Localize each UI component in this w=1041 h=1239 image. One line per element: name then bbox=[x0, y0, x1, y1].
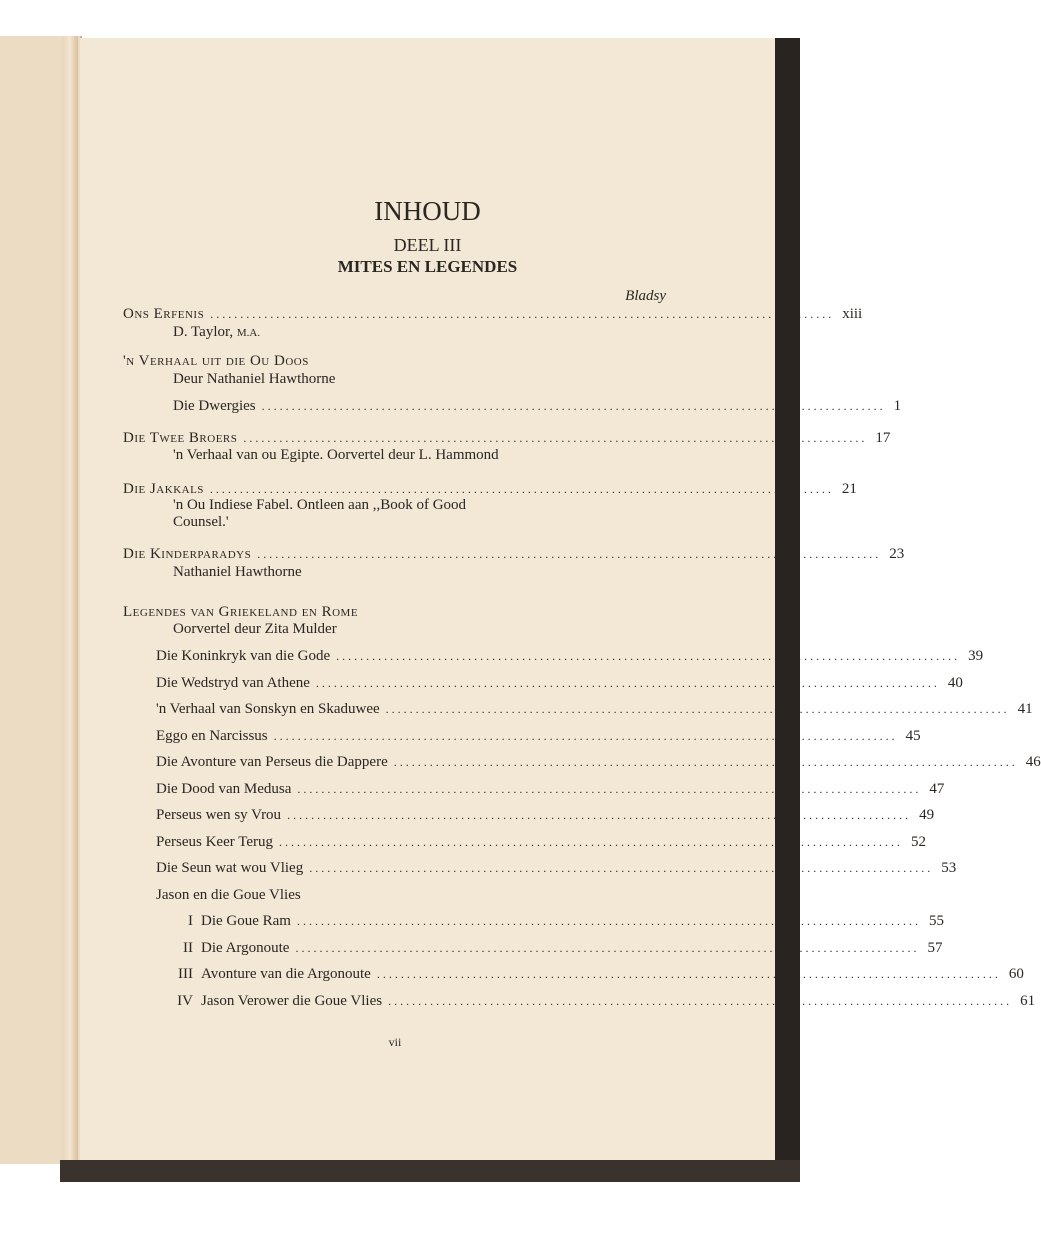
dot-leader: ........................................................................................................ bbox=[296, 914, 921, 928]
page-number: 17 bbox=[875, 430, 891, 446]
dot-leader: ........................................................................................................ bbox=[278, 834, 903, 849]
book-spine bbox=[62, 36, 78, 1164]
page-number: 21 bbox=[841, 481, 857, 497]
dot-leader: ........................................................................................................ bbox=[393, 755, 1018, 769]
entry-title: Die Goue Ram bbox=[201, 913, 291, 929]
dot-leader: ........................................................................................................ bbox=[297, 781, 922, 796]
dot-leader: ........................................................................................................ bbox=[376, 967, 1001, 981]
toc-entry[interactable] bbox=[156, 754, 1041, 771]
toc-entry[interactable] bbox=[156, 807, 935, 824]
toc-entry[interactable] bbox=[123, 546, 905, 563]
toc-subentry[interactable] bbox=[165, 966, 1024, 983]
page-number: 55 bbox=[928, 913, 944, 929]
dot-leader: ........................................................................................................ bbox=[336, 649, 961, 663]
entry-title: Die Dwergies bbox=[173, 398, 256, 414]
toc-subentry[interactable] bbox=[165, 939, 943, 957]
dot-leader: ........................................................................................................ bbox=[209, 482, 834, 496]
toc-subentry[interactable] bbox=[165, 913, 944, 930]
page-number: 46 bbox=[1025, 754, 1041, 770]
dot-leader: ........................................................................................................ bbox=[261, 399, 886, 413]
bottom-shadow bbox=[60, 1160, 800, 1182]
entry-author: D. Taylor, M.A. bbox=[173, 324, 261, 340]
entry-title[interactable]: Legendes van Griekeland en Rome bbox=[123, 604, 359, 620]
toc-entry[interactable] bbox=[156, 648, 984, 665]
page-number: 61 bbox=[1020, 992, 1036, 1009]
roman-numeral: I bbox=[188, 913, 193, 929]
toc-entry[interactable] bbox=[156, 727, 921, 745]
part-label: DEEL III bbox=[393, 235, 462, 255]
dot-leader: ........................................................................................................ bbox=[315, 675, 940, 690]
page-number: 39 bbox=[968, 648, 984, 664]
page-number: 45 bbox=[905, 727, 921, 744]
dot-leader: ........................................................................................................ bbox=[210, 307, 835, 321]
entry-author: Oorvertel deur Zita Mulder bbox=[173, 621, 337, 637]
roman-numeral: III bbox=[178, 966, 193, 982]
entry-title: Die Avonture van Perseus die Dappere bbox=[156, 754, 388, 770]
entry-title: Die Twee Broers bbox=[123, 430, 238, 446]
dot-leader: ........................................................................................................ bbox=[273, 728, 898, 743]
dot-leader: ........................................................................................................ bbox=[257, 547, 882, 561]
entry-title: Perseus Keer Terug bbox=[156, 833, 273, 850]
dot-leader: ........................................................................................................ bbox=[385, 702, 1010, 716]
page-number: 40 bbox=[947, 674, 963, 691]
toc-entry[interactable] bbox=[123, 306, 863, 323]
entry-title: Die Seun wat wou Vlieg bbox=[156, 860, 304, 876]
page-number: 60 bbox=[1008, 966, 1024, 982]
page-number: 49 bbox=[919, 807, 935, 823]
entry-author: Nathaniel Hawthorne bbox=[173, 564, 302, 580]
toc-entry[interactable] bbox=[156, 860, 957, 877]
toc-entry[interactable] bbox=[123, 481, 857, 498]
folio-number: vii bbox=[388, 1035, 402, 1049]
entry-title: Jason Verower die Goue Vlies bbox=[201, 992, 383, 1009]
page-number: 52 bbox=[910, 833, 926, 850]
entry-title: Die Jakkals bbox=[123, 481, 204, 497]
entry-title: Die Argonoute bbox=[201, 939, 290, 956]
dot-leader: ........................................................................................................ bbox=[388, 993, 1013, 1008]
entry-author: Deur Nathaniel Hawthorne bbox=[173, 371, 336, 387]
part-title: MITES EN LEGENDES bbox=[337, 257, 518, 276]
page-number: xiii bbox=[842, 306, 863, 322]
dot-leader: ........................................................................................................ bbox=[287, 808, 912, 822]
toc-entry[interactable] bbox=[156, 701, 1033, 718]
dot-leader: ........................................................................................................ bbox=[309, 861, 934, 875]
entry-title: Avonture van die Argonoute bbox=[201, 966, 371, 982]
roman-numeral: IV bbox=[177, 992, 193, 1009]
entry-title: Ons Erfenis bbox=[123, 306, 205, 322]
entry-author-continued: Counsel.' bbox=[173, 514, 229, 530]
page-column-label: Bladsy bbox=[625, 288, 666, 304]
entry-author: 'n Ou Indiese Fabel. Ontleen aan ,,Book of Good bbox=[173, 497, 467, 513]
entry-title: Die Dood van Medusa bbox=[156, 780, 292, 797]
page-number: 23 bbox=[889, 546, 905, 562]
dot-leader: ........................................................................................................ bbox=[243, 431, 868, 445]
toc-entry[interactable] bbox=[123, 430, 891, 447]
entry-title: Jason en die Goue Vlies bbox=[156, 886, 301, 903]
page-number: 47 bbox=[929, 780, 945, 797]
dot-leader: ........................................................................................................ bbox=[295, 940, 920, 955]
roman-numeral: II bbox=[183, 939, 193, 956]
page-heading: INHOUD bbox=[374, 196, 481, 226]
entry-title: Die Kinderparadys bbox=[123, 546, 252, 562]
entry-title: Die Wedstryd van Athene bbox=[156, 674, 310, 691]
toc-entry[interactable] bbox=[156, 780, 945, 798]
entry-title: Die Koninkryk van die Gode bbox=[156, 648, 331, 664]
page-number: 1 bbox=[893, 398, 902, 414]
toc-subentry[interactable] bbox=[165, 992, 1036, 1010]
entry-title[interactable]: 'n Verhaal uit die Ou Doos bbox=[123, 353, 309, 369]
page-number: 57 bbox=[927, 939, 943, 956]
entry-title: 'n Verhaal van Sonskyn en Skaduwee bbox=[156, 701, 380, 717]
entry-author: 'n Verhaal van ou Egipte. Oorvertel deur L. Hammond bbox=[173, 447, 499, 463]
entry-title: Perseus wen sy Vrou bbox=[156, 807, 282, 823]
toc-entry[interactable] bbox=[156, 887, 665, 904]
toc-entry[interactable] bbox=[156, 674, 963, 692]
toc-entry[interactable] bbox=[173, 398, 902, 415]
entry-title: Eggo en Narcissus bbox=[156, 727, 268, 744]
page-number: 53 bbox=[941, 860, 957, 876]
toc-entry[interactable] bbox=[156, 833, 926, 851]
page-number: 41 bbox=[1017, 701, 1033, 717]
